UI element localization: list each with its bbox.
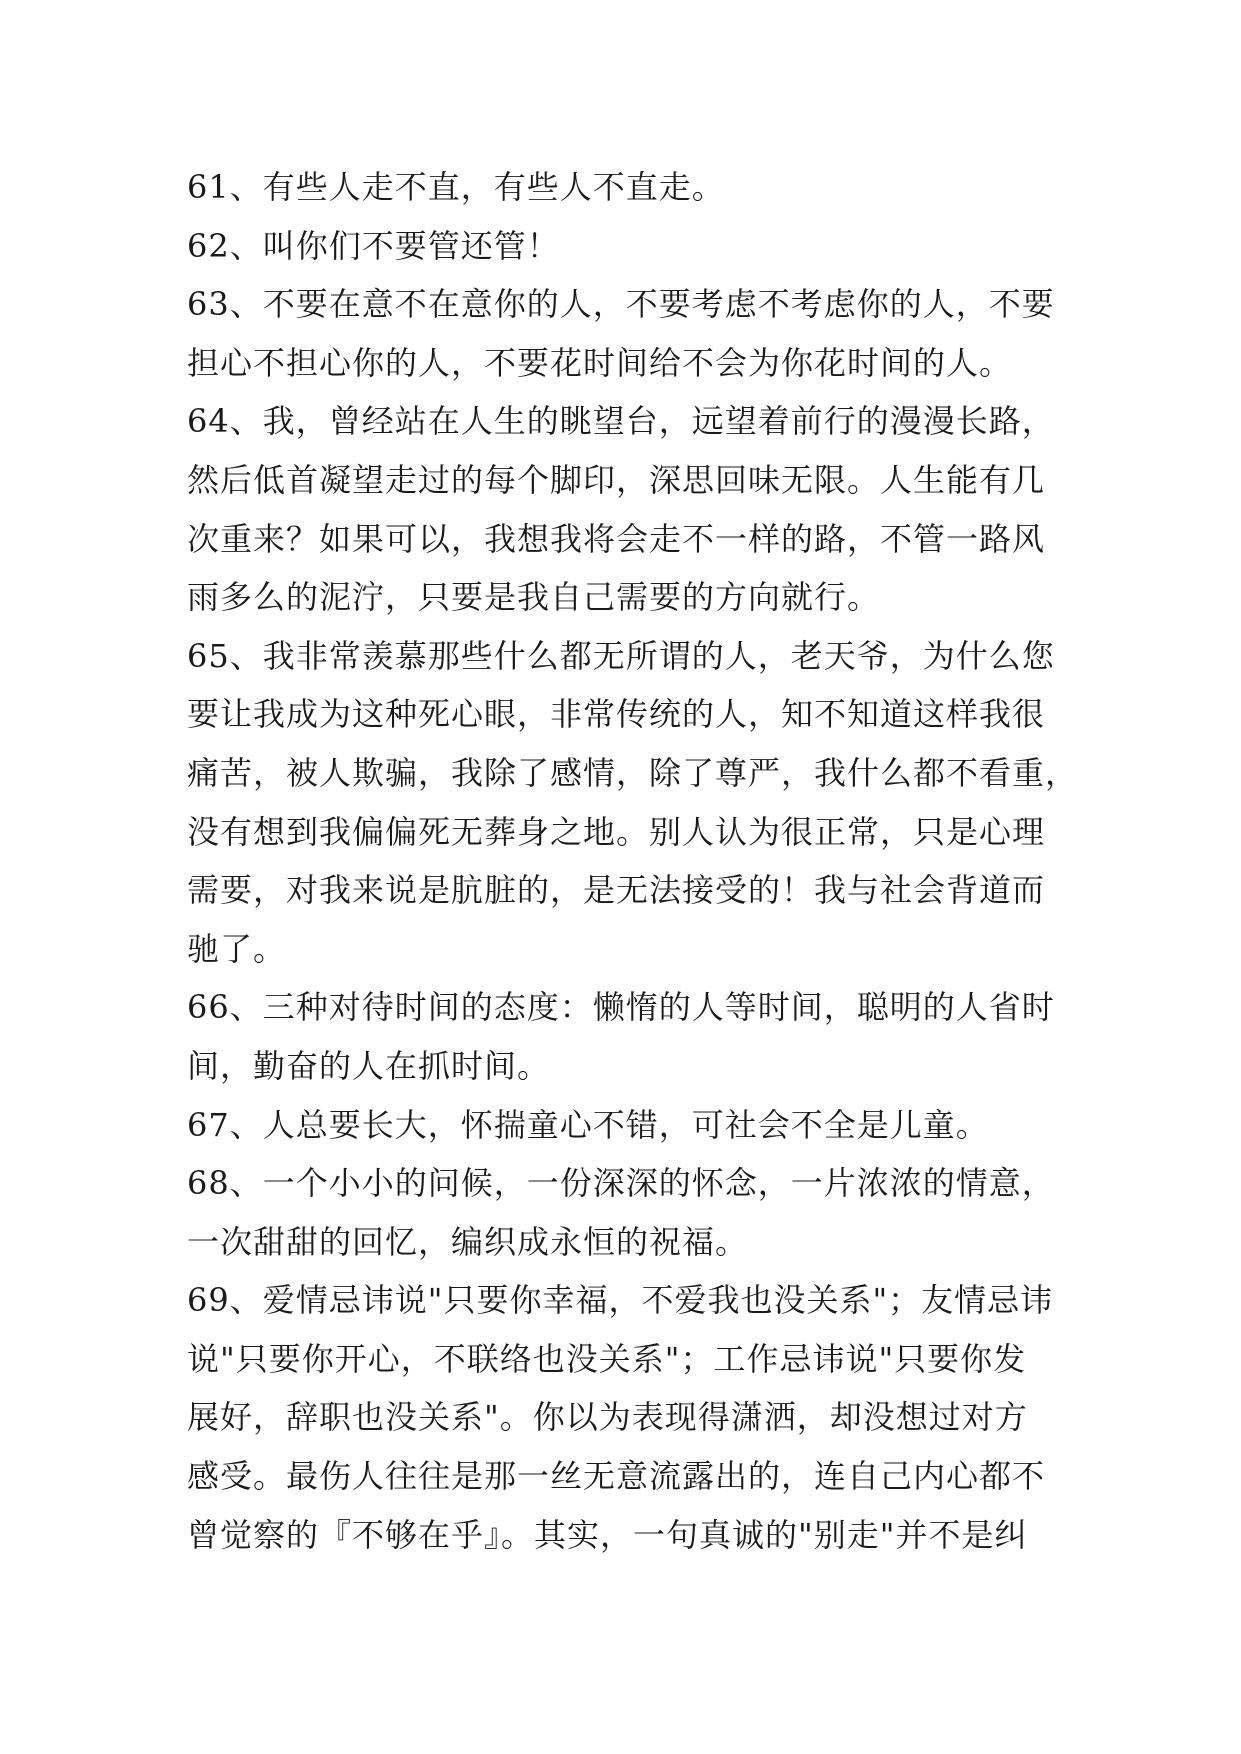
- text-line: 一次甜甜的回忆，编织成永恒的祝福。: [187, 1222, 749, 1261]
- text-line: 64、我，曾经站在人生的眺望台，远望着前行的漫漫长路，: [187, 402, 1055, 441]
- text-line: 曾觉察的『不够在乎』。其实，一句真诚的"别走"并不是纠: [187, 1515, 1028, 1554]
- text-line: 间，勤奋的人在抓时间。: [187, 1046, 551, 1085]
- text-line: 展好，辞职也没关系"。你以为表现得潇洒，却没想过对方: [187, 1398, 1028, 1437]
- text-line: 没有想到我偏偏死无葬身之地。别人认为很正常，只是心理: [187, 812, 1046, 851]
- text-line: 驰了。: [187, 929, 287, 968]
- body-text: [187, 158, 1079, 1564]
- text-line: 62、叫你们不要管还管！: [187, 226, 560, 265]
- text-line: 要让我成为这种死心眼，非常传统的人，知不知道这样我很: [187, 695, 1046, 734]
- text-line: 次重来？如果可以，我想我将会走不一样的路，不管一路风: [187, 519, 1046, 558]
- text-line: 65、我非常羡慕那些什么都无所谓的人，老天爷，为什么您: [187, 636, 1055, 675]
- text-line: 67、人总要长大，怀揣童心不错，可社会不全是儿童。: [187, 1105, 989, 1144]
- text-line: 61、有些人走不直，有些人不直走。: [187, 168, 725, 206]
- text-line: 感受。最伤人往往是那一丝无意流露出的，连自己内心都不: [187, 1457, 1046, 1496]
- text-line: 66、三种对待时间的态度：懒惰的人等时间，聪明的人省时: [187, 988, 1055, 1027]
- text-line: 需要，对我来说是肮脏的，是无法接受的！我与社会背道而: [187, 871, 1046, 910]
- text-line: 68、一个小小的问候，一份深深的怀念，一片浓浓的情意，: [187, 1164, 1055, 1203]
- text-line: 然后低首凝望走过的每个脚印，深思回味无限。人生能有几: [187, 460, 1046, 499]
- text-line: 痛苦，被人欺骗，我除了感情，除了尊严，我什么都不看重，: [187, 753, 1079, 792]
- text-line: 担心不担心你的人，不要花时间给不会为你花时间的人。: [187, 343, 1013, 382]
- text-line: 69、爱情忌讳说"只要你幸福，不爱我也没关系"；友情忌讳: [187, 1281, 1054, 1320]
- text-line: 63、不要在意不在意你的人，不要考虑不考虑你的人，不要: [187, 285, 1055, 324]
- text-line: 雨多么的泥泞，只要是我自己需要的方向就行。: [187, 578, 881, 617]
- text-line: 说"只要你开心，不联络也没关系"；工作忌讳说"只要你发: [187, 1339, 1027, 1378]
